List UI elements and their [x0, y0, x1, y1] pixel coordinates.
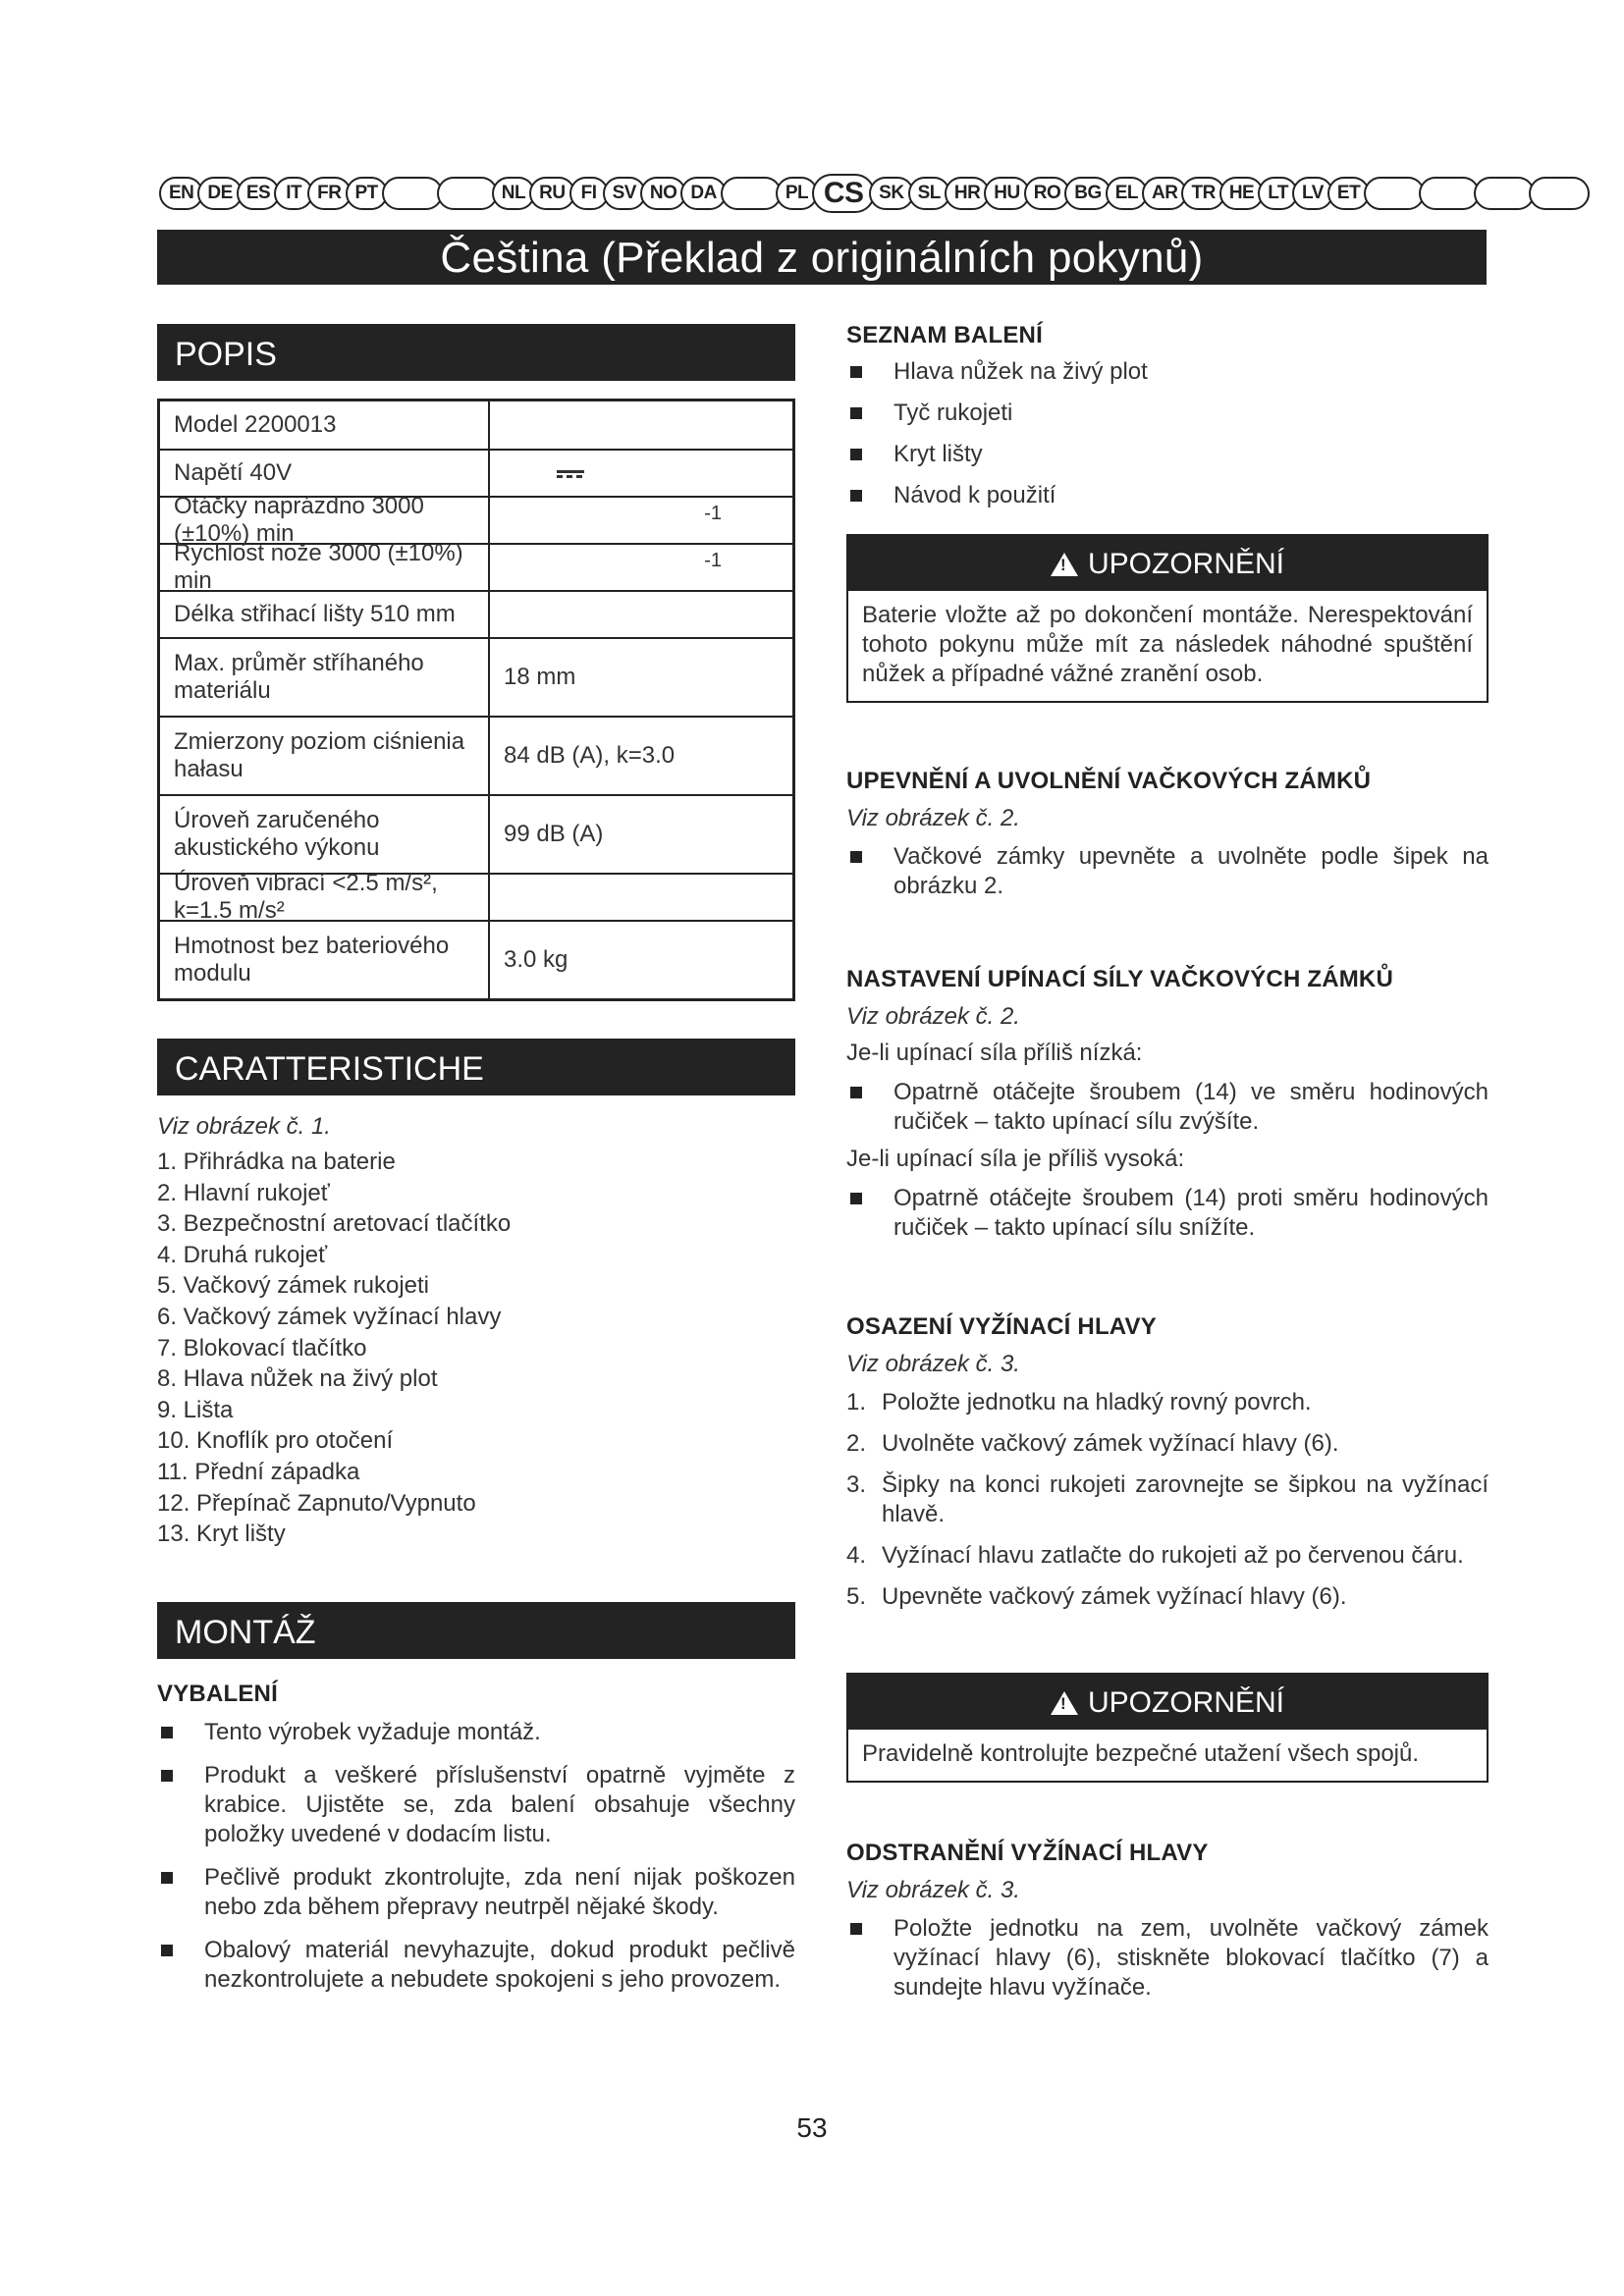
step-number: 5.: [846, 1583, 867, 1610]
spec-value: [490, 639, 792, 716]
step-text: Upevněte vačkový zámek vyžínací hlavy (6).: [882, 1583, 1347, 1610]
step-text: Šipky na konci rukojeti zarovnejte se šipkou na vyžínací hlavě.: [882, 1471, 1489, 1527]
language-pill[interactable]: HE: [1219, 177, 1264, 210]
section-heading-caratteristiche: CARATTERISTICHE: [157, 1039, 795, 1095]
page-title: Čeština (Překlad z originálních pokynů): [157, 230, 1487, 285]
language-pill[interactable]: TR: [1181, 177, 1224, 210]
spec-label: Otáčky naprázdno 3000 (±10%) min: [160, 498, 490, 543]
language-pill[interactable]: IT: [274, 177, 313, 210]
high-force-list: [846, 1184, 1489, 1243]
language-pill[interactable]: FR: [307, 177, 351, 210]
spec-value-text: 84 dB (A), k=3.0: [504, 742, 676, 769]
warning-icon: [1051, 553, 1078, 576]
subheading-osazeni: OSAZENÍ VYŽÍNACÍ HLAVY: [846, 1313, 1157, 1340]
table-row: [160, 590, 792, 637]
list-item: 12. Přepínač Zapnuto/Vypnuto: [157, 1489, 476, 1517]
language-pill[interactable]: PL: [776, 177, 818, 210]
list-item: Obalový materiál nevyhazujte, dokud produkt pečlivě nezkontrolujete a nebudete spokojeni s jeho provozem.: [157, 1936, 795, 1995]
language-pill[interactable]: BG: [1064, 177, 1111, 210]
spec-label: Max. průměr stříhaného materiálu: [160, 639, 490, 716]
list-item: 11. Přední západka: [157, 1458, 360, 1485]
language-bar: [159, 175, 1487, 212]
step-number: 1.: [846, 1389, 867, 1415]
list-item: Pečlivě produkt zkontrolujte, zda není nijak poškozen nebo zda během přepravy neutrpěl nějaké škody.: [157, 1863, 795, 1922]
list-item: 6. Vačkový zámek vyžínací hlavy: [157, 1303, 502, 1330]
high-force-label: Je-li upínací síla je příliš vysoká:: [846, 1146, 1185, 1172]
warning-box: [846, 1673, 1489, 1783]
table-row: [160, 920, 792, 998]
list-item: 7. Blokovací tlačítko: [157, 1334, 367, 1362]
list-item: 9. Lišta: [157, 1396, 234, 1423]
list-item: Produkt a veškeré příslušenství opatrně vyjměte z krabice. Ujistěte se, zda balení obsahuje všechny položky uvedené v dodacím listu.: [157, 1761, 795, 1849]
figure-reference: Viz obrázek č. 2.: [846, 805, 1020, 831]
language-pill[interactable]: [1529, 177, 1590, 210]
spec-label: Rychlost nože 3000 (±10%) min: [160, 545, 490, 590]
features-list: [157, 1147, 795, 1550]
spec-value: [490, 718, 792, 794]
unit-exponent: -1: [704, 503, 722, 524]
figure-reference: Viz obrázek č. 3.: [846, 1877, 1020, 1903]
list-item: [846, 1582, 1489, 1612]
language-pill[interactable]: HR: [945, 177, 990, 210]
language-pill[interactable]: SK: [869, 177, 913, 210]
list-item: 8. Hlava nůžek na živý plot: [157, 1365, 438, 1393]
list-item: Tyč rukojeti: [846, 399, 1489, 428]
language-pill[interactable]: AR: [1142, 177, 1187, 210]
subheading-upevneni: UPEVNĚNÍ A UVOLNĚNÍ VAČKOVÝCH ZÁMKŮ: [846, 768, 1372, 794]
list-item: Kryt lišty: [846, 440, 1489, 469]
language-pill[interactable]: LT: [1258, 177, 1298, 210]
table-row: [160, 637, 792, 716]
step-number: 4.: [846, 1542, 867, 1569]
list-item: 5. Vačkový zámek rukojeti: [157, 1272, 429, 1300]
list-item: 4. Druhá rukojeť: [157, 1241, 328, 1268]
removal-list: [846, 1914, 1489, 2002]
step-number: 2.: [846, 1430, 867, 1457]
list-item: Hlava nůžek na živý plot: [846, 357, 1489, 387]
subheading-vybaleni: VYBALENÍ: [157, 1681, 278, 1707]
step-text: Uvolněte vačkový zámek vyžínací hlavy (6).: [882, 1430, 1339, 1457]
warning-label: UPOZORNĚNÍ: [1087, 548, 1284, 580]
language-pill[interactable]: [382, 177, 443, 210]
table-row: [160, 716, 792, 794]
spec-table: [157, 399, 795, 1001]
list-item: Opatrně otáčejte šroubem (14) proti směru hodinových ručiček – takto upínací sílu snížíte.: [846, 1184, 1489, 1243]
spec-value: [490, 592, 792, 637]
step-number: 3.: [846, 1471, 867, 1498]
low-force-list: [846, 1078, 1489, 1137]
figure-reference: Viz obrázek č. 2.: [846, 1003, 1020, 1030]
cam-lock-list: [846, 842, 1489, 901]
language-pill[interactable]: RO: [1024, 177, 1071, 210]
language-pill[interactable]: ET: [1327, 177, 1370, 210]
language-pill[interactable]: [437, 177, 498, 210]
language-pill[interactable]: DA: [680, 177, 726, 210]
table-row: [160, 449, 792, 496]
list-item: 10. Knoflík pro otočení: [157, 1427, 394, 1455]
unit-exponent: -1: [704, 550, 722, 571]
list-item: 2. Hlavní rukojeť: [157, 1179, 330, 1206]
language-pill[interactable]: PT: [346, 177, 388, 210]
table-row: [160, 794, 792, 873]
list-item: Vačkové zámky upevněte a uvolněte podle šipek na obrázku 2.: [846, 842, 1489, 901]
spec-value: [490, 796, 792, 873]
language-pill[interactable]: NL: [492, 177, 535, 210]
figure-reference: Viz obrázek č. 1.: [157, 1113, 331, 1140]
subheading-seznam-baleni: SEZNAM BALENÍ: [846, 322, 1043, 348]
section-heading-montaz: MONTÁŽ: [157, 1602, 795, 1659]
spec-label: Model 2200013: [160, 401, 490, 449]
spec-label: Úroveň zaručeného akustického výkonu: [160, 796, 490, 873]
spec-value: [490, 451, 792, 496]
language-pill[interactable]: [1474, 177, 1535, 210]
language-pill[interactable]: [1364, 177, 1425, 210]
subheading-nastaveni: NASTAVENÍ UPÍNACÍ SÍLY VAČKOVÝCH ZÁMKŮ: [846, 966, 1393, 992]
language-pill[interactable]: FI: [569, 177, 609, 210]
spec-label: Úroveň vibrací <2.5 m/s², k=1.5 m/s²: [160, 875, 490, 920]
spec-value: [490, 401, 792, 449]
unpacking-list: [157, 1718, 795, 1995]
dc-current-icon: [557, 468, 584, 478]
install-steps: [846, 1388, 1489, 1612]
spec-value: [490, 875, 792, 920]
list-item: Návod k použití: [846, 481, 1489, 510]
table-row: [160, 870, 792, 924]
language-pill[interactable]: [1419, 177, 1480, 210]
table-row: [160, 540, 792, 594]
language-pill[interactable]: SL: [908, 177, 950, 210]
warning-header: [848, 1675, 1487, 1730]
warning-label: UPOZORNĚNÍ: [1087, 1686, 1284, 1719]
warning-text: Baterie vložte až po dokončení montáže. Nerespektování tohoto pokynu může mít za následek náhodné spuštění nůžek a případné vážné zranění osob.: [862, 602, 1473, 687]
language-pill[interactable]: EL: [1106, 177, 1148, 210]
language-pill[interactable]: DE: [197, 177, 242, 210]
language-pill[interactable]: [721, 177, 782, 210]
section-heading-popis: POPIS: [157, 324, 795, 381]
language-pill[interactable]: NO: [640, 177, 687, 210]
step-text: Vyžínací hlavu zatlačte do rukojeti až po červenou čáru.: [882, 1542, 1464, 1569]
list-item: Opatrně otáčejte šroubem (14) ve směru hodinových ručiček – takto upínací sílu zvýšíte.: [846, 1078, 1489, 1137]
list-item: [846, 1470, 1489, 1529]
warning-header: [848, 536, 1487, 591]
language-pill[interactable]: ES: [237, 177, 280, 210]
list-item: [846, 1388, 1489, 1417]
list-item: Tento výrobek vyžaduje montáž.: [157, 1718, 795, 1747]
language-pill[interactable]: CS: [812, 174, 875, 213]
spec-label: Délka střihací lišty 510 mm: [160, 592, 490, 637]
spec-value: [490, 498, 792, 543]
list-item: [846, 1541, 1489, 1571]
spec-value: [490, 922, 792, 998]
list-item: 1. Přihrádka na baterie: [157, 1148, 396, 1175]
language-pill[interactable]: SV: [603, 177, 646, 210]
spec-label: Zmierzony poziom ciśnienia hałasu: [160, 718, 490, 794]
spec-value-text: 18 mm: [504, 664, 576, 690]
spec-value: [490, 545, 792, 590]
spec-value-text: 3.0 kg: [504, 946, 568, 973]
step-text: Položte jednotku na hladký rovný povrch.: [882, 1389, 1312, 1415]
table-row: [160, 493, 792, 547]
list-item: 13. Kryt lišty: [157, 1521, 286, 1548]
low-force-label: Je-li upínací síla příliš nízká:: [846, 1040, 1143, 1066]
warning-icon: [1051, 1691, 1078, 1715]
spec-label: Napětí 40V: [160, 451, 490, 496]
language-pill[interactable]: LV: [1292, 177, 1333, 210]
warning-box: [846, 534, 1489, 703]
warning-text: Pravidelně kontrolujte bezpečné utažení všech spojů.: [862, 1740, 1420, 1767]
language-pill[interactable]: EN: [159, 177, 203, 210]
language-pill[interactable]: HU: [984, 177, 1029, 210]
figure-reference: Viz obrázek č. 3.: [846, 1351, 1020, 1377]
spec-value-text: 99 dB (A): [504, 821, 604, 847]
list-item: Položte jednotku na zem, uvolněte vačkový zámek vyžínací hlavy (6), stiskněte blokovací tlačítko (7) a sundejte hlavu vyžínače.: [846, 1914, 1489, 2002]
list-item: 3. Bezpečnostní aretovací tlačítko: [157, 1210, 512, 1238]
list-item: [846, 1429, 1489, 1459]
table-row: [160, 401, 792, 449]
spec-label: Hmotnost bez bateriového modulu: [160, 922, 490, 998]
page-number: 53: [796, 2112, 828, 2143]
language-pill[interactable]: RU: [529, 177, 574, 210]
package-list: [846, 357, 1489, 510]
subheading-odstraneni: ODSTRANĚNÍ VYŽÍNACÍ HLAVY: [846, 1840, 1209, 1866]
